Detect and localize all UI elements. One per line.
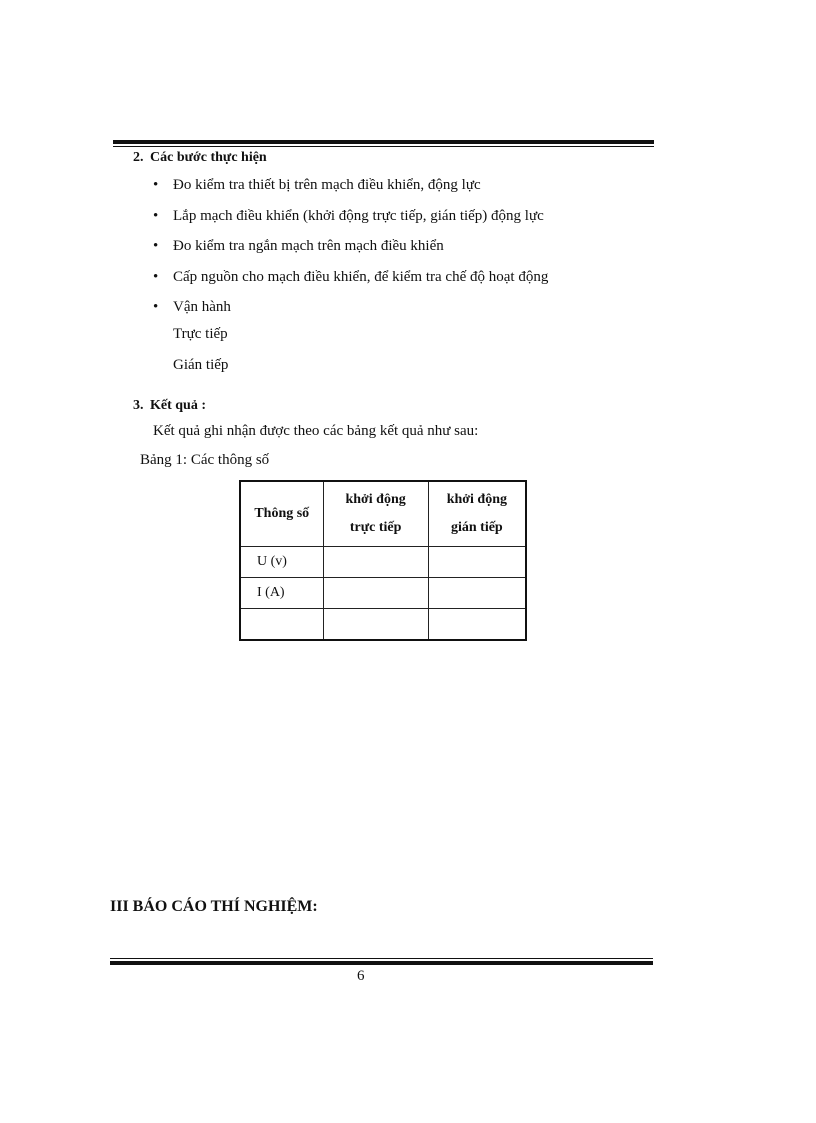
table-cell (428, 609, 526, 641)
step-text: Đo kiểm tra thiết bị trên mạch điều khiển, động lực (173, 177, 481, 193)
table-cell (323, 547, 428, 578)
step-text: Đo kiểm tra ngắn mạch trên mạch điều khiển (173, 238, 444, 254)
header-cell (240, 481, 323, 547)
results-intro: Kết quả ghi nhận được theo các bảng kết quả như sau: (153, 423, 479, 439)
table-cell (323, 609, 428, 641)
list-item (153, 294, 548, 325)
section-3-number: 3. (133, 398, 144, 413)
section-2-heading (133, 150, 267, 166)
header-cell (323, 481, 428, 547)
report-heading: III BÁO CÁO THÍ NGHIỆM: (110, 898, 318, 915)
header-text: Thông số (254, 506, 310, 521)
table-cell (240, 609, 323, 641)
table-row (240, 547, 526, 578)
header-text: gián tiếp (450, 520, 503, 535)
section-3-heading (133, 398, 206, 414)
table-cell: I (A) (240, 578, 323, 609)
footer-rule-thin (110, 958, 653, 959)
table-row (240, 578, 526, 609)
section-2-number: 2. (133, 150, 144, 165)
parameters-table (239, 480, 527, 641)
step-text: Vận hành (173, 299, 231, 315)
section-2-title: Các bước thực hiện (150, 150, 267, 165)
table-cell (428, 578, 526, 609)
substep-direct: Trực tiếp (173, 326, 228, 342)
bullet-icon: • (153, 207, 159, 224)
steps-list (153, 172, 548, 325)
header-cell (428, 481, 526, 547)
list-item (153, 172, 548, 203)
bullet-icon: • (153, 299, 159, 315)
bullet-icon: • (153, 177, 159, 193)
page-number: 6 (357, 968, 365, 984)
step-text: Lắp mạch điều khiển (khởi động trực tiếp, gián tiếp) động lực (173, 207, 544, 224)
table-cell (323, 578, 428, 609)
list-item (153, 264, 548, 295)
table-header-row (240, 481, 526, 547)
header-text: trực tiếp (349, 520, 402, 535)
header-text: khởi động (446, 492, 507, 507)
table-row (240, 609, 526, 641)
table-cell: U (v) (240, 547, 323, 578)
footer-rule-thick (110, 961, 653, 965)
header-rule-thin (113, 146, 654, 147)
header-rule-thick (113, 140, 654, 144)
step-text: Cấp nguồn cho mạch điều khiển, để kiểm tra chế độ hoạt động (173, 268, 549, 285)
table-caption: Bảng 1: Các thông số (140, 452, 270, 468)
bullet-icon: • (153, 238, 159, 254)
bullet-icon: • (153, 268, 159, 285)
table-cell (428, 547, 526, 578)
header-text: khởi động (345, 492, 406, 507)
list-item (153, 233, 548, 264)
section-3-title: Kết quả : (150, 398, 206, 413)
list-item (153, 203, 548, 234)
substep-indirect: Gián tiếp (173, 357, 229, 373)
